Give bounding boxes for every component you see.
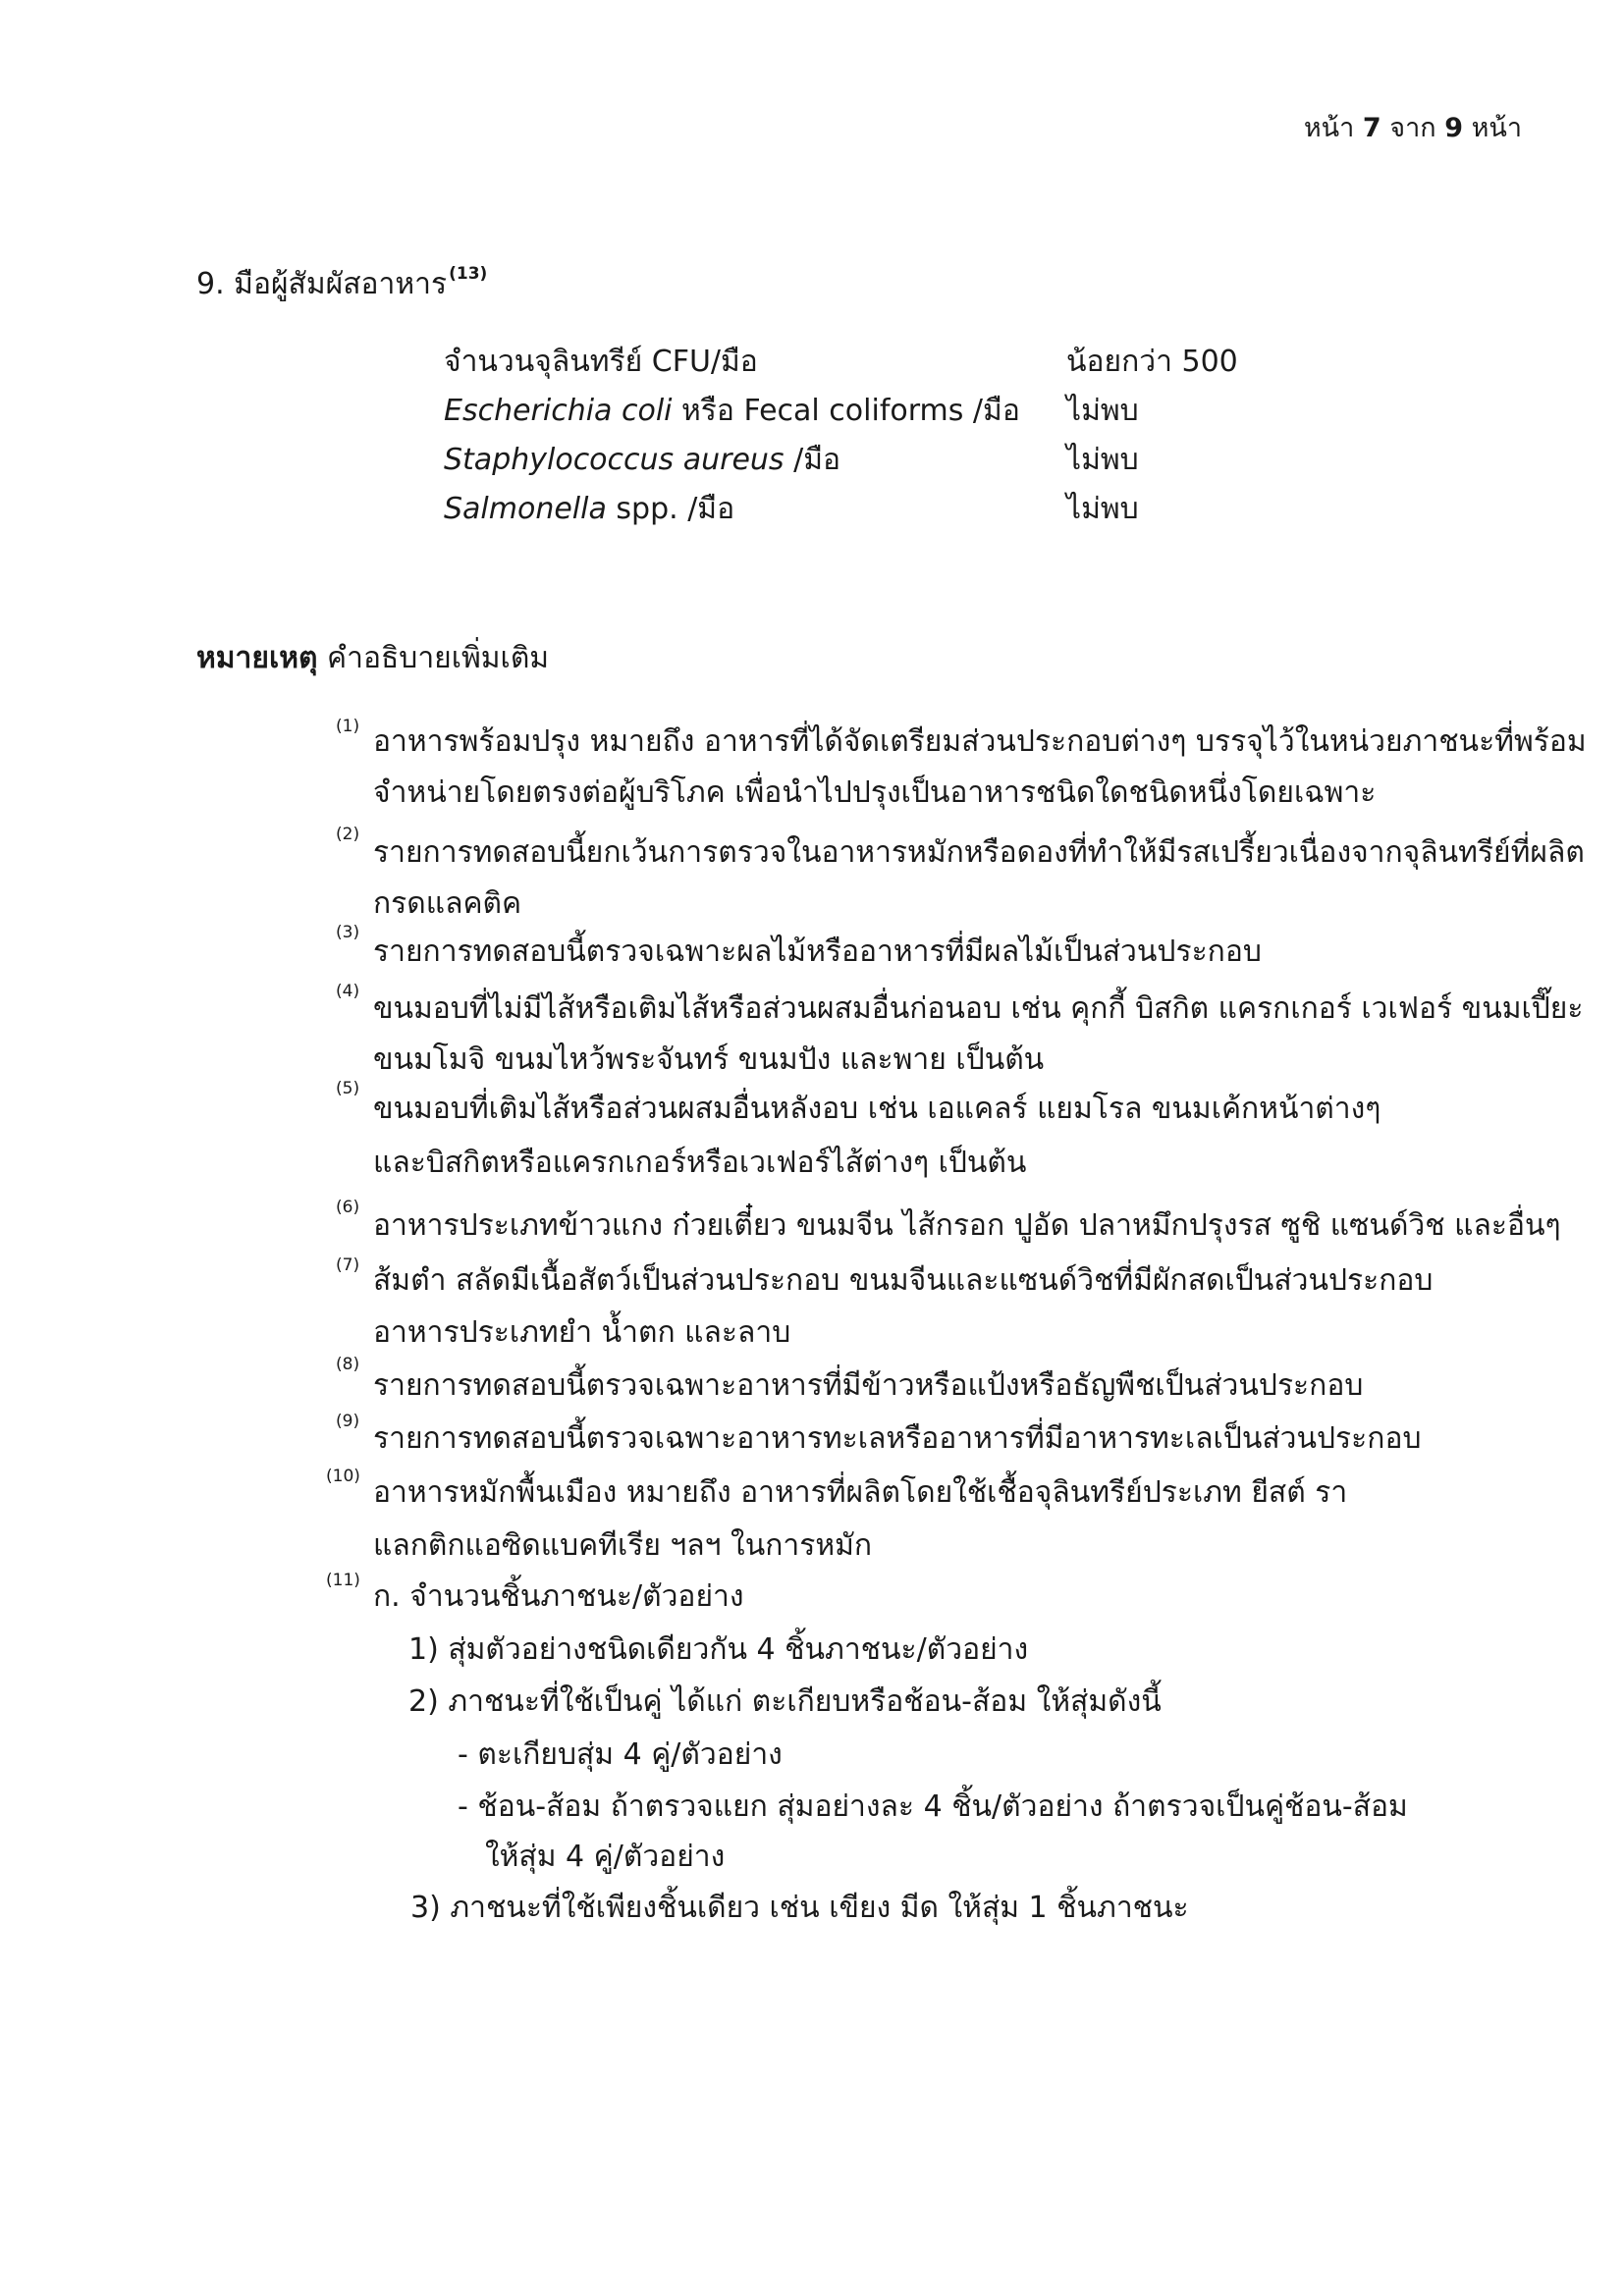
criteria-name: Staphylococcus aureus /มือ: [444, 443, 840, 477]
criteria-value: ไม่พบ: [1066, 443, 1139, 477]
section-title: [196, 261, 487, 307]
note-line: รายการทดสอบนี้ตรวจเฉพาะอาหารทะเลหรืออาหารที่มีอาหารทะเลเป็นส่วนประกอบ: [373, 1421, 1422, 1456]
note-line: อาหารพร้อมปรุง หมายถึง อาหารที่ได้จัดเตรียมส่วนประกอบต่างๆ บรรจุไว้ในหน่วยภาชนะที่พร้อม: [373, 724, 1587, 759]
criteria-name: Escherichia coli หรือ Fecal coliforms /มือ: [444, 394, 1020, 428]
note-line: ขนมโมจิ ขนมไหว้พระจันทร์ ขนมปัง และพาย เป็นต้น: [373, 1042, 1045, 1077]
note-marker: (4): [336, 982, 360, 1001]
note-marker: (9): [336, 1412, 360, 1431]
page-label: หน้า: [1303, 113, 1355, 143]
section-title-text: มือผู้สัมผัสอาหาร: [234, 267, 448, 301]
criteria-name: Salmonella spp. /มือ: [444, 492, 735, 526]
note-line: รายการทดสอบนี้ตรวจเฉพาะอาหารที่มีข้าวหรือแป้งหรือธัญพืชเป็นส่วนประกอบ: [373, 1368, 1364, 1403]
note-line: แลกติกแอซิดแบคทีเรีย ฯลฯ ในการหมัก: [373, 1528, 873, 1563]
criteria-value: ไม่พบ: [1066, 492, 1139, 526]
note-line: และบิสกิตหรือแครกเกอร์หรือเวเฟอร์ไส้ต่างๆ เป็นต้น: [373, 1146, 1027, 1180]
notes-heading-text: คำอธิบายเพิ่มเติม: [327, 641, 550, 675]
note-marker: (1): [336, 717, 360, 736]
note-line: ส้มตำ สลัดมีเนื้อสัตว์เป็นส่วนประกอบ ขนมจีนและแซนด์วิชที่มีผักสดเป็นส่วนประกอบ: [373, 1263, 1434, 1298]
page-suffix-label: หน้า: [1471, 113, 1522, 143]
note-marker: (3): [336, 923, 360, 942]
notes-heading-bold: หมายเหตุ: [196, 641, 318, 675]
section-reference: (13): [449, 264, 488, 284]
criteria-value: ไม่พบ: [1066, 394, 1139, 428]
note-subheading: ก. จำนวนชิ้นภาชนะ/ตัวอย่าง: [373, 1579, 744, 1614]
note-marker: (11): [326, 1571, 360, 1590]
criteria-name: จำนวนจุลินทรีย์ CFU/มือ: [444, 345, 758, 379]
note-sub-item-continued: ให้สุ่ม 4 คู่/ตัวอย่าง: [485, 1840, 726, 1874]
current-page-number: 7: [1362, 113, 1381, 143]
note-line: รายการทดสอบนี้ยกเว้นการตรวจในอาหารหมักหรือดองที่ทำให้มีรสเปรี้ยวเนื่องจากจุลินทรีย์ที่ผลิต: [373, 835, 1585, 870]
criteria-value: น้อยกว่า 500: [1066, 345, 1238, 379]
note-marker: (2): [336, 825, 360, 844]
section-number: 9.: [196, 267, 225, 301]
note-list-item: 2) ภาชนะที่ใช้เป็นคู่ ได้แก่ ตะเกียบหรือช้อน-ส้อม ให้สุ่มดังนี้: [408, 1684, 1162, 1719]
note-marker: (5): [336, 1079, 360, 1098]
page-number-header: [1304, 106, 1522, 148]
total-page-number: 9: [1444, 113, 1463, 143]
note-line: อาหารหมักพื้นเมือง หมายถึง อาหารที่ผลิตโดยใช้เชื้อจุลินทรีย์ประเภท ยีสต์ รา: [373, 1475, 1348, 1510]
note-list-item: 1) สุ่มตัวอย่างชนิดเดียวกัน 4 ชิ้นภาชนะ/ตัวอย่าง: [408, 1632, 1029, 1667]
note-line: กรดแลคติค: [373, 886, 522, 921]
note-line: รายการทดสอบนี้ตรวจเฉพาะผลไม้หรืออาหารที่มีผลไม้เป็นส่วนประกอบ: [373, 934, 1262, 969]
note-marker: (8): [336, 1355, 360, 1374]
note-line: จำหน่ายโดยตรงต่อผู้บริโภค เพื่อนำไปปรุงเป็นอาหารชนิดใดชนิดหนึ่งโดยเฉพาะ: [373, 775, 1377, 810]
notes-heading: [196, 639, 549, 678]
note-marker: (7): [336, 1255, 360, 1275]
note-line: อาหารประเภทยำ น้ำตก และลาบ: [373, 1315, 791, 1350]
note-list-item: 3) ภาชนะที่ใช้เพียงชิ้นเดียว เช่น เขียง มีด ให้สุ่ม 1 ชิ้นภาชนะ: [410, 1891, 1189, 1925]
page-of-label: จาก: [1389, 113, 1436, 143]
note-marker: (10): [326, 1467, 360, 1486]
note-line: ขนมอบที่ไม่มีไส้หรือเติมไส้หรือส่วนผสมอื่นก่อนอบ เช่น คุกกี้ บิสกิต แครกเกอร์ เวเฟอร์ ขนมเปี๊ยะ: [373, 991, 1584, 1026]
note-sub-item: - ช้อน-ส้อม ถ้าตรวจแยก สุ่มอย่างละ 4 ชิ้น/ตัวอย่าง ถ้าตรวจเป็นคู่ช้อน-ส้อม: [458, 1789, 1408, 1824]
note-line: อาหารประเภทข้าวแกง ก๋วยเตี๋ยว ขนมจีน ไส้กรอก ปูอัด ปลาหมึกปรุงรส ซูชิ แซนด์วิช และอื่นๆ: [373, 1208, 1561, 1243]
note-sub-item: - ตะเกียบสุ่ม 4 คู่/ตัวอย่าง: [458, 1737, 783, 1772]
note-marker: (6): [336, 1198, 360, 1217]
note-line: ขนมอบที่เติมไส้หรือส่วนผสมอื่นหลังอบ เช่น เอแคลร์ แยมโรล ขนมเค้กหน้าต่างๆ: [373, 1092, 1381, 1126]
